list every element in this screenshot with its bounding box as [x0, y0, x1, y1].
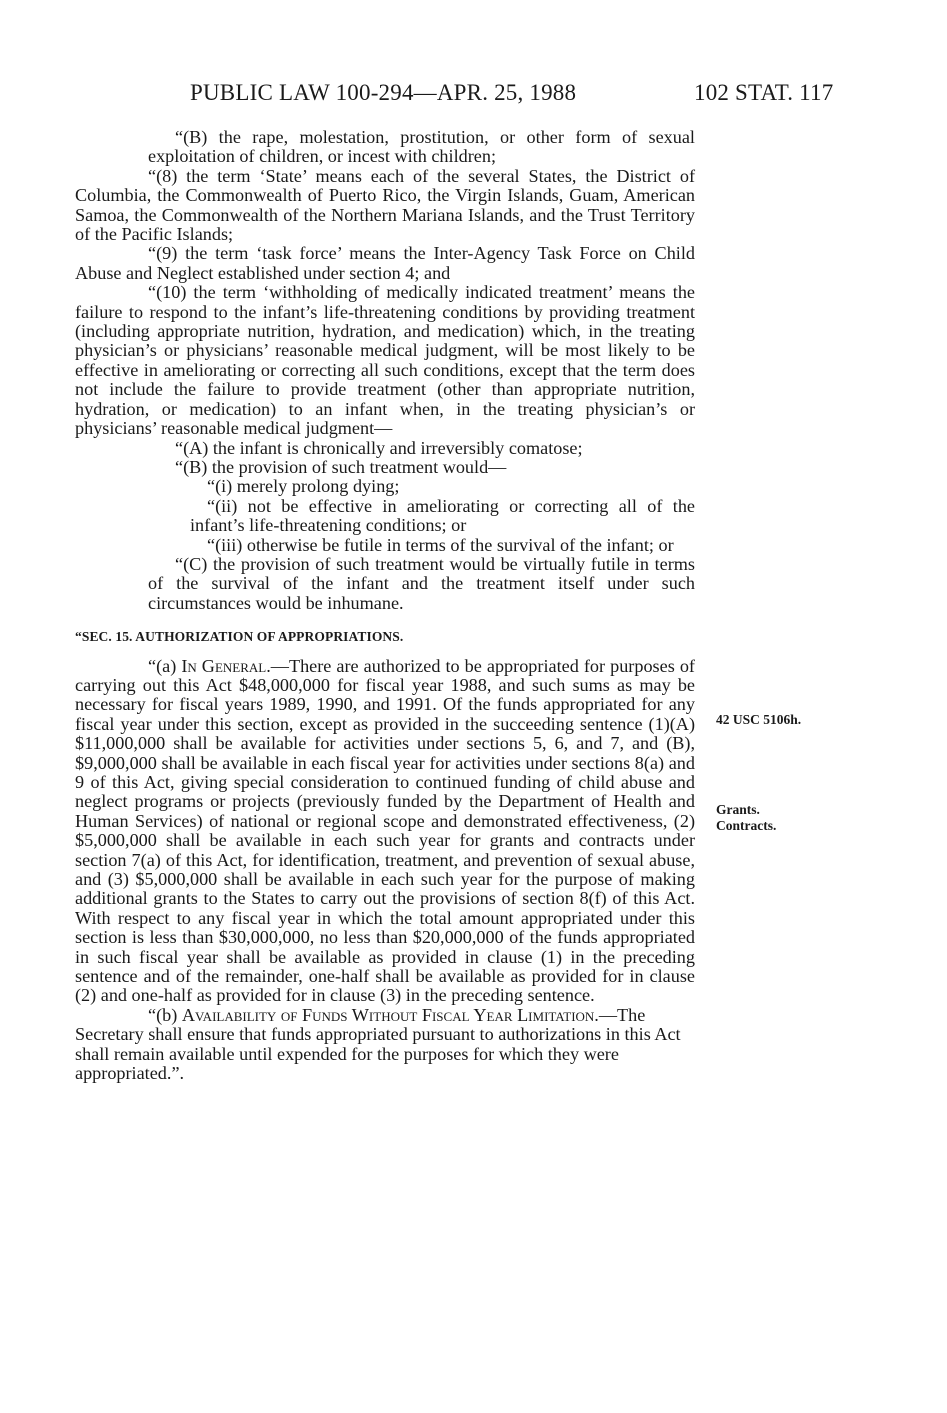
page-stat-number: 102 STAT. 117: [694, 80, 834, 105]
clause-ii-not-effective: “(ii) not be effective in ameliorating or correcting all of the infant’s life-threatening conditions; or: [190, 495, 695, 536]
subsection-a-label: “(a): [148, 655, 182, 676]
subsection-b-text: —The Secretary shall ensure that funds appropriated pursuant to authorizations in this Act shall remain available until expended for the purposes for which they were appropriated.”.: [75, 1004, 681, 1084]
document-body: [75, 128, 695, 1084]
clause-b-treatment: “(B) the provision of such treatment would—: [175, 456, 507, 477]
definition-state: “(8) the term ‘State’ means each of the several States, the District of Columbia, the Commonwealth of Puerto Rico, the Virgin Islands, Guam, American Samoa, the Commonwealth of the Northern Mariana Islands, and the Trust Territory of the Pacific Islands;: [75, 165, 695, 245]
definition-task-force: “(9) the term ‘task force’ means the Inter-Agency Task Force on Child Abuse and Neglect established under section 4; and: [75, 243, 695, 283]
clause-b-exploitation: “(B) the rape, molestation, prostitution, or other form of sexual exploitation of children, or incest with children;: [148, 127, 695, 167]
subsection-a: [75, 657, 695, 1006]
margin-note-contracts: Contracts.: [716, 818, 777, 833]
subsection-b-label: “(b): [148, 1004, 182, 1025]
clause-i-prolong: “(i) merely prolong dying;: [207, 476, 400, 497]
margin-note-usc: 42 USC 5106h.: [716, 712, 802, 727]
subsection-a-text: —There are authorized to be appropriated for purposes of carrying out this Act $48,000,000 for fiscal year 1988, and such sums as may be necessary for fiscal years 1989, 1990, and 1991. Of the funds appropriated for any fiscal year under this section, except as provided in the succeeding sentence (1)(A) $11,000,000 shall be available for activities under sections 5, 6, and 7, and (B), $9,000,000 shall be available in each fiscal year for activities under sections 8(a) and 9 of this Act, giving special consideration to continued funding of child abuse and neglect programs or projects (previously funded by the Department of Health and Human Services) of national or regional scope and demonstrated effectiveness, (2) $5,000,000 shall be available in each such year for grants and contracts under section 7(a) of this Act, for identification, treatment, and prevention of sexual abuse, and (3) $5,000,000 shall be available in each such year for the purpose of making additional grants to the States to carry out the provisions of section 8(f) of this Act. With respect to any fiscal year in which the total amount appropriated under this section is less than $30,000,000, no less than $20,000,000 of the funds appropriated in such fiscal year shall be available as provided in clause (1) in the preceding sentence and of the remainder, one-half shall be available as provided for in clause (2) and one-half as provided for in clause (3) in the preceding sentence.: [75, 655, 695, 1006]
clause-iii-futile: “(iii) otherwise be futile in terms of the survival of the infant; or: [207, 534, 674, 555]
definition-withholding-treatment: “(10) the term ‘withholding of medically indicated treatment’ means the failure to respond to the infant’s life-threatening conditions by providing treatment (including appropriate nutrition, hydration, and medication) which, in the treating physician’s or physicians’ reasonable medical judgment, will be most likely to be effective in ameliorating or correcting all such conditions, except that the term does not include the failure to provide treatment (other than appropriate nutrition, hydration, or medication) to an infant when, in the treating physician’s or physicians’ reasonable medical judgment—: [75, 282, 695, 439]
subsection-a-heading: In General.: [181, 655, 271, 676]
margin-note-grants: Grants.: [716, 802, 760, 817]
section-heading: “SEC. 15. AUTHORIZATION OF APPROPRIATIONS.: [75, 629, 404, 645]
subsection-b-heading: Availability of Funds Without Fiscal Year Limitation.: [181, 1004, 599, 1025]
clause-c-inhumane: “(C) the provision of such treatment would be virtually futile in terms of the survival of the infant and the treatment itself under such circumstances would be inhumane.: [148, 553, 695, 613]
subsection-b: [75, 1006, 695, 1084]
clause-a-comatose: “(A) the infant is chronically and irreversibly comatose;: [175, 437, 583, 458]
page-header-title: PUBLIC LAW 100-294—APR. 25, 1988: [190, 80, 577, 105]
